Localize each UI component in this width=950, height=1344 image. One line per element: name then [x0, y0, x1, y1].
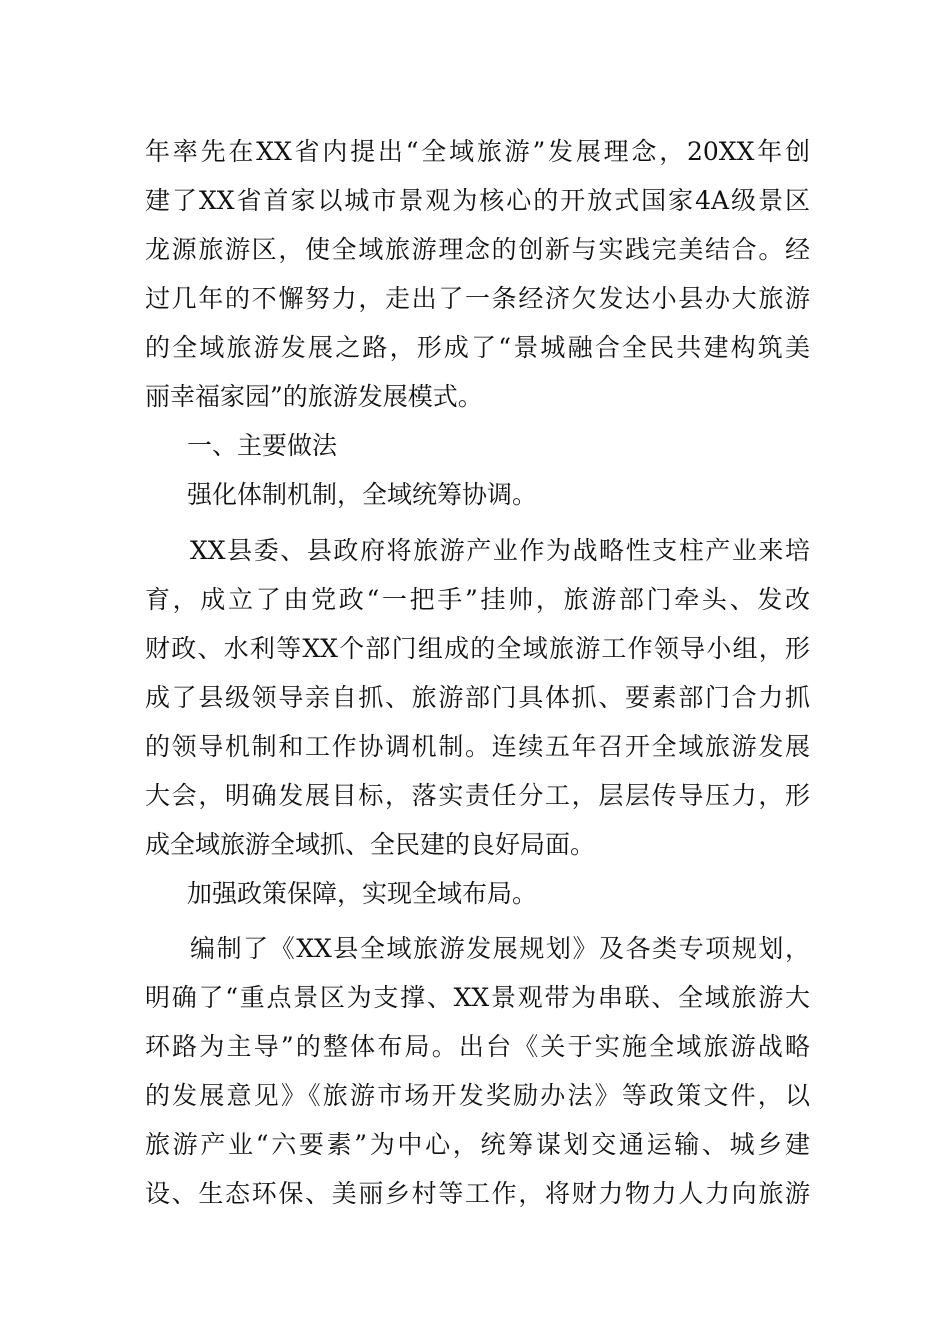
paragraph-2-line-5: 的领导机制和工作协调机制。连续五年召开全域旅游发展: [145, 732, 810, 761]
paragraph-1-line-3: 龙源旅游区，使全域旅游理念的创新与实践完美结合。经: [145, 235, 810, 264]
subheading-1: 强化体制机制，全域统筹协调。: [187, 480, 538, 509]
paragraph-3-line-5: 旅游产业“六要素”为中心，统筹谋划交通运输、城乡建: [145, 1130, 810, 1159]
paragraph-2-line-7: 成全域旅游全域抓、全民建的良好局面。: [145, 830, 596, 859]
paragraph-3-line-6: 设、生态环保、美丽乡村等工作，将财力物力人力向旅游: [145, 1179, 810, 1208]
paragraph-1-line-1: 年率先在XX省内提出“全域旅游”发展理念，20XX年创: [145, 137, 810, 166]
paragraph-1-line-4: 过几年的不懈努力，走出了一条经济欠发达小县办大旅游: [145, 284, 810, 313]
paragraph-3-line-3: 环路为主导”的整体布局。出台《关于实施全域旅游战略: [145, 1032, 810, 1061]
paragraph-2-line-6: 大会，明确发展目标，落实责任分工，层层传导压力，形: [145, 781, 810, 810]
paragraph-3-line-2: 明确了“重点景区为支撑、XX景观带为串联、全域旅游大: [145, 983, 810, 1012]
paragraph-3-line-4: 的发展意见》《旅游市场开发奖励办法》等政策文件，以: [145, 1081, 810, 1110]
section-heading: 一、主要做法: [187, 431, 338, 460]
paragraph-1-line-6: 丽幸福家园”的旅游发展模式。: [145, 382, 483, 411]
paragraph-2-line-1: XX县委、县政府将旅游产业作为战略性支柱产业来培: [190, 536, 810, 565]
subheading-2: 加强政策保障，实现全域布局。: [187, 879, 538, 908]
paragraph-1-line-5: 的全域旅游发展之路，形成了“景城融合全民共建构筑美: [145, 333, 810, 362]
paragraph-2-line-4: 成了县级领导亲自抓、旅游部门具体抓、要素部门合力抓: [145, 683, 810, 712]
paragraph-3-line-1: 编制了《XX县全域旅游发展规划》及各类专项规划，: [190, 934, 810, 963]
paragraph-2-line-3: 财政、水利等XX个部门组成的全域旅游工作领导小组，形: [145, 634, 810, 663]
paragraph-1-line-2: 建了XX省首家以城市景观为核心的开放式国家4A级景区: [145, 186, 810, 215]
paragraph-2-line-2: 育，成立了由党政“一把手”挂帅，旅游部门牵头、发改: [145, 585, 810, 614]
